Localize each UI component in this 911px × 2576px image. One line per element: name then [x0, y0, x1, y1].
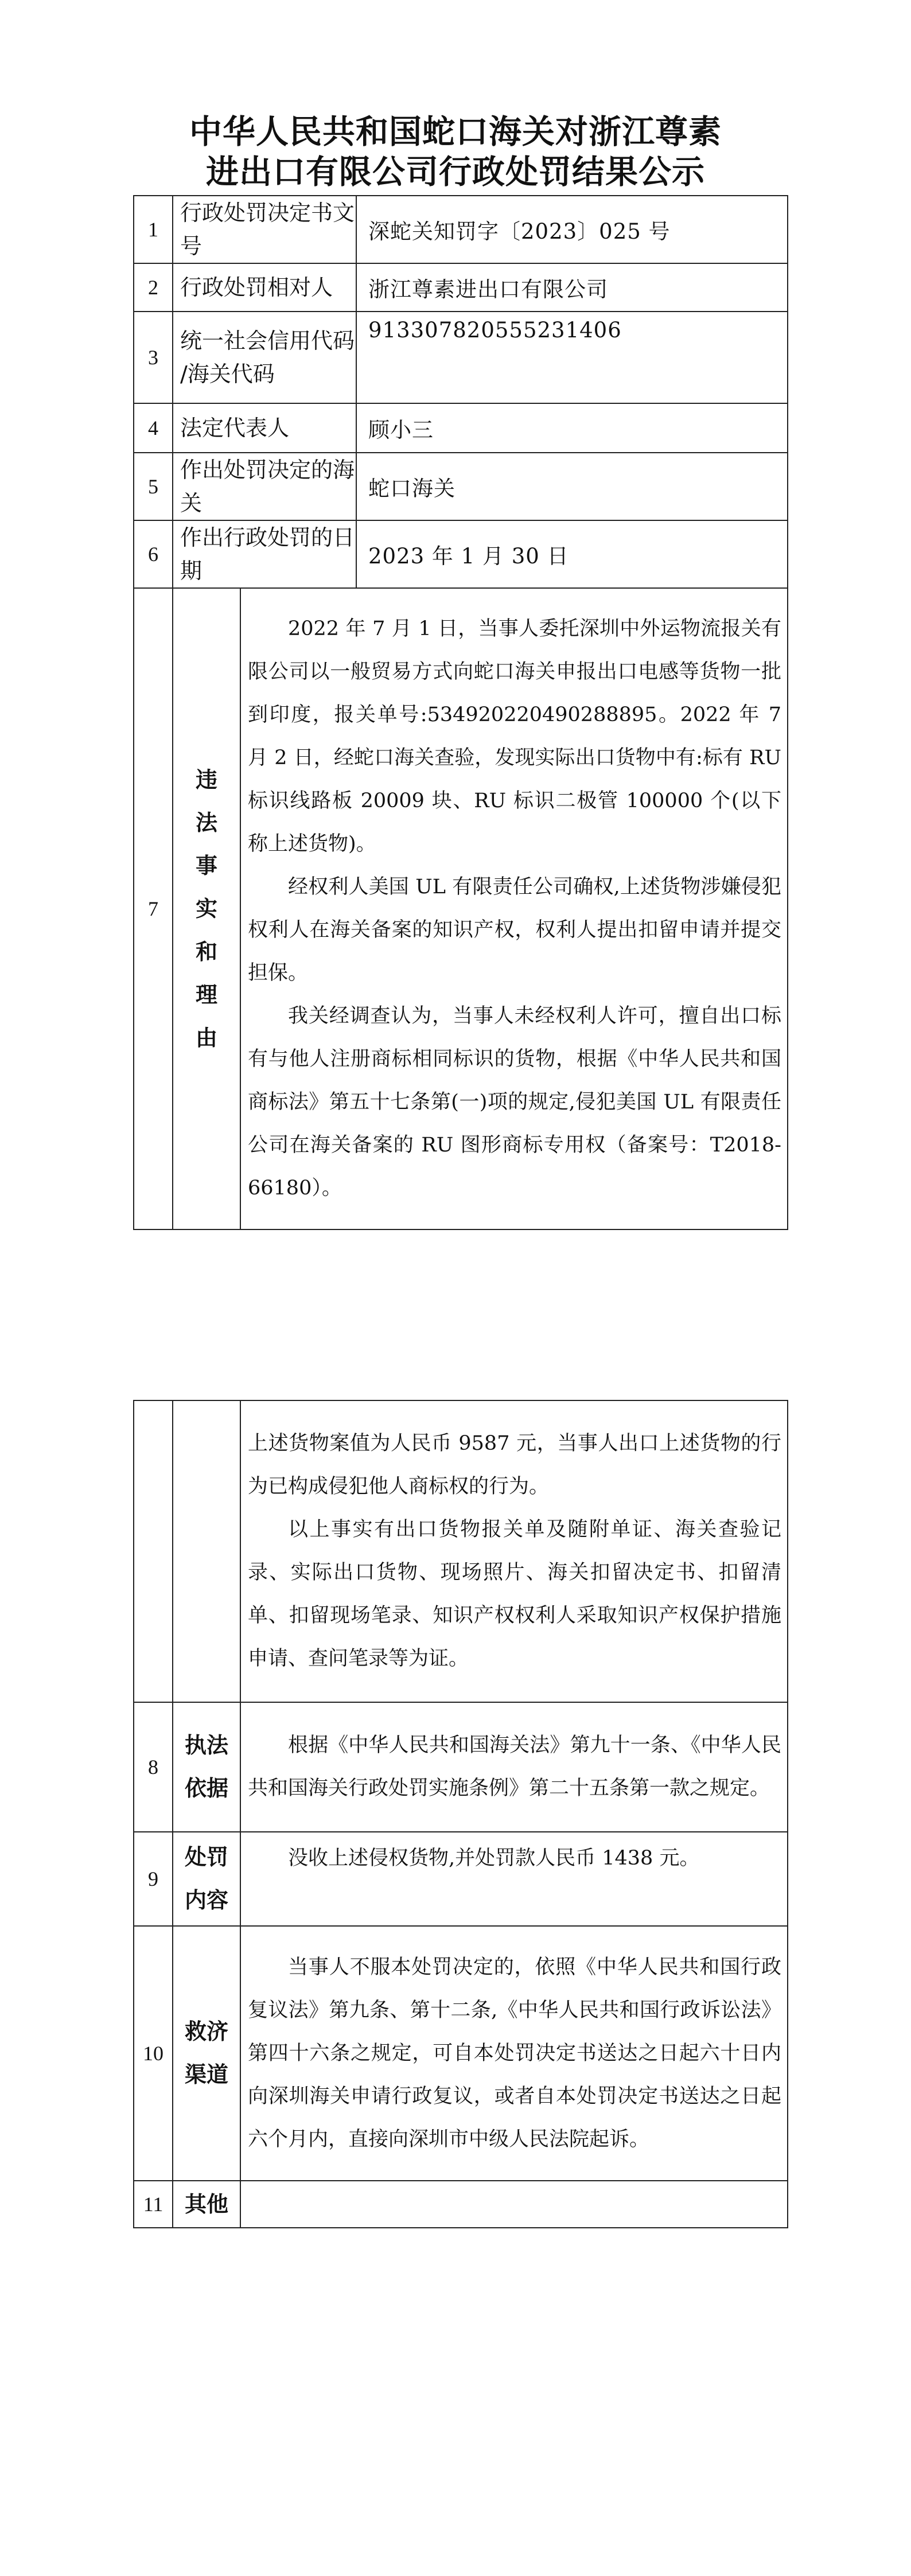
row-number: 10 — [134, 1926, 173, 2181]
table-row — [134, 588, 788, 1229]
row-label-credit-code — [173, 312, 356, 403]
other-label: 其他 — [173, 2181, 240, 2228]
document-title-line-2: 进出口有限公司行政处罚结果公示 — [206, 153, 705, 191]
counterparty-value: 浙江尊素进出口有限公司 — [356, 263, 788, 312]
row-number: 1 — [134, 196, 173, 263]
penalty-info-table-part-1 — [133, 195, 788, 1230]
row-label-decision-number: 行政处罚决定书文号 — [173, 196, 356, 263]
table-row — [134, 453, 788, 520]
credit-code-label-line-1: 统一社会信用代码 — [180, 328, 355, 353]
remedy-content — [240, 1926, 788, 2181]
remedy-label-line-2: 渠道 — [184, 2062, 228, 2087]
facts-paragraph: 经权利人美国 UL 有限责任公司确权,上述货物涉嫌侵犯权利人在海关备案的知识产权，权利人提出扣留申请并提交担保。 — [248, 875, 781, 985]
penalty-label-line-1: 处罚 — [184, 1845, 228, 1870]
table-row — [134, 520, 788, 588]
row-label-legal-representative: 法定代表人 — [173, 403, 356, 453]
other-content — [240, 2181, 788, 2228]
facts-label-char: 由 — [195, 1025, 217, 1050]
facts-paragraph: 以上事实有出口货物报关单及随附单证、海关查验记录、实际出口货物、现场照片、海关扣留决定书、扣留清单、扣留现场笔录、知识产权权利人采取知识产权保护措施申请、查问笔录等为证。 — [248, 1518, 781, 1670]
row-number: 3 — [134, 312, 173, 403]
table-row — [134, 1832, 788, 1926]
basis-content — [240, 1702, 788, 1832]
table-row — [134, 263, 788, 312]
table-row — [134, 1702, 788, 1832]
basis-label — [173, 1702, 240, 1832]
penalty-date-value: 2023 年 1 月 30 日 — [356, 520, 788, 588]
table-row — [134, 196, 788, 263]
row-number-continued — [134, 1400, 173, 1702]
row-number: 11 — [134, 2181, 173, 2228]
row-number: 6 — [134, 520, 173, 588]
table-row — [134, 1926, 788, 2181]
facts-label-char: 实 — [195, 896, 217, 921]
customs-office-value: 蛇口海关 — [356, 453, 788, 520]
credit-code-label-line-2: /海关代码 — [180, 361, 275, 387]
remedy-text: 当事人不服本处罚决定的，依照《中华人民共和国行政复议法》第九条、第十二条,《中华人民共和国行政诉讼法》第四十六条之规定，可自本处罚决定书送达之日起六十日内向深圳海关申请行政复议，或者自本处罚决定书送达之日起六个月内，直接向深圳市中级人民法院起诉。 — [248, 1955, 781, 2151]
row-label-penalty-date: 作出行政处罚的日期 — [173, 520, 356, 588]
penalty-info-table-part-2 — [133, 1400, 788, 2228]
decision-number-value: 深蛇关知罚字〔2023〕025 号 — [356, 196, 788, 263]
basis-label-line-2: 依据 — [184, 1776, 228, 1801]
remedy-label — [173, 1926, 240, 2181]
facts-label-continued — [173, 1400, 240, 1702]
basis-label-line-1: 执法 — [184, 1733, 228, 1758]
row-number: 8 — [134, 1702, 173, 1832]
facts-label-char: 法 — [195, 810, 217, 835]
row-number: 2 — [134, 263, 173, 312]
table-row — [134, 2181, 788, 2228]
row-label-counterparty: 行政处罚相对人 — [173, 263, 356, 312]
remedy-label-line-1: 救济 — [184, 2019, 228, 2044]
row-number: 9 — [134, 1832, 173, 1926]
facts-label-char: 理 — [195, 982, 217, 1007]
basis-text: 根据《中华人民共和国海关法》第九十一条、《中华人民共和国海关行政处罚实施条例》第二十五条第一款之规定。 — [248, 1734, 781, 1800]
legal-representative-value: 顾小三 — [356, 403, 788, 453]
table-row — [134, 403, 788, 453]
facts-content-continued — [240, 1400, 788, 1702]
row-number: 5 — [134, 453, 173, 520]
row-number: 4 — [134, 403, 173, 453]
row-label-customs-office: 作出处罚决定的海关 — [173, 453, 356, 520]
facts-paragraph: 上述货物案值为人民币 9587 元，当事人出口上述货物的行为已构成侵犯他人商标权的行为。 — [248, 1432, 781, 1498]
document-title-line-1: 中华人民共和国蛇口海关对浙江尊素 — [189, 112, 722, 151]
table-row — [134, 312, 788, 403]
facts-label-char: 和 — [195, 939, 217, 964]
row-number: 7 — [134, 588, 173, 1229]
facts-label-char: 违 — [195, 766, 217, 792]
penalty-label-line-2: 内容 — [184, 1888, 228, 1913]
facts-content — [240, 588, 788, 1229]
facts-paragraph: 2022 年 7 月 1 日，当事人委托深圳中外运物流报关有限公司以一般贸易方式向蛇口海关申报出口电感等货物一批到印度，报关单号:534920220490288895。2022 年 7 月 2 日，经蛇口海关查验，发现实际出口货物中有:标有 RU 标识线路板 20009 块、RU 标识二极管 100000 个(以下称上述货物)。 — [248, 617, 781, 855]
facts-label-char: 事 — [195, 853, 217, 878]
penalty-label — [173, 1832, 240, 1926]
table-row — [134, 1400, 788, 1702]
credit-code-value: 913307820555231406 — [356, 312, 788, 403]
penalty-content — [240, 1832, 788, 1926]
facts-label — [173, 588, 240, 1229]
penalty-text: 没收上述侵权货物,并处罚款人民币 1438 元。 — [288, 1847, 700, 1870]
facts-paragraph: 我关经调查认为，当事人未经权利人许可，擅自出口标有与他人注册商标相同标识的货物，根据《中华人民共和国商标法》第五十七条第(一)项的规定,侵犯美国 UL 有限责任公司在海关备案的 RU 图形商标专用权（备案号：T2018-66180）。 — [248, 1005, 781, 1200]
